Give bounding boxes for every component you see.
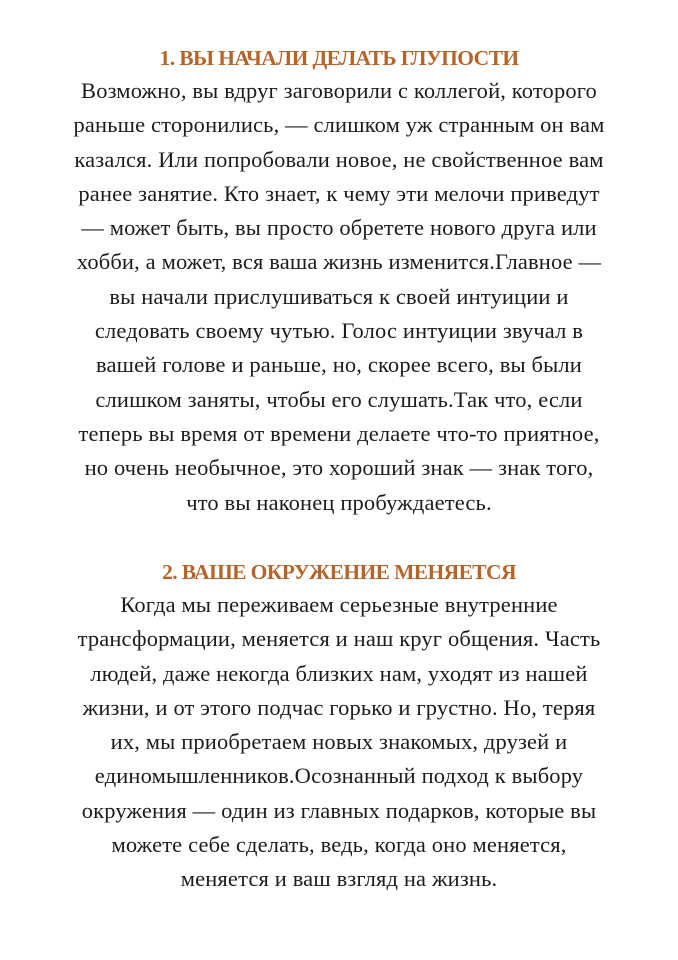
text-line: ранее занятие. Кто знает, к чему эти мелочи приведут	[78, 180, 600, 206]
text-line: следовать своему чутью. Голос интуиции звучал в	[94, 318, 584, 344]
section-2-body	[14, 588, 664, 897]
text-line: казался. Или попробовали новое, не свойственное вам	[74, 146, 604, 172]
section-2-heading: 2. ВАШЕ ОКРУЖЕНИЕ МЕНЯЕТСЯ	[162, 560, 516, 584]
text-line: меняется и ваш взгляд на жизнь.	[180, 866, 498, 892]
text-line: что вы наконец пробуждаетесь.	[186, 489, 492, 515]
text-line: Когда мы переживаем серьезные внутренние	[120, 592, 558, 617]
text-line: можете себе сделать, ведь, когда оно меняется,	[111, 832, 567, 858]
section-2	[14, 556, 664, 897]
text-line: их, мы приобретаем новых знакомых, друзей и	[110, 729, 568, 755]
text-line: вы начали прислушиваться к своей интуиции и	[109, 283, 569, 309]
text-line: окружения — один из главных подарков, которые вы	[81, 797, 597, 823]
section-1-heading: 1. ВЫ НАЧАЛИ ДЕЛАТЬ ГЛУПОСТИ	[159, 46, 519, 70]
text-line: единомышленников.Осознанный подход к выбору	[94, 763, 584, 789]
text-line: людей, даже некогда близких нам, уходят из нашей	[90, 660, 588, 686]
text-line: трансформации, меняется и наш круг общения. Часть	[77, 626, 601, 652]
text-line: но очень необычное, это хороший знак — знак того,	[84, 455, 594, 481]
section-1	[14, 42, 664, 520]
text-line: жизни, и от этого подчас горько и грустно. Но, теряя	[82, 694, 596, 720]
text-line: раньше сторонились, — слишком уж странным он вам	[73, 112, 605, 138]
text-line: Возможно, вы вдруг заговорили с коллегой, которого	[81, 78, 597, 103]
text-line: хобби, а может, вся ваша жизнь изменится.Главное —	[76, 249, 602, 275]
text-line: теперь вы время от времени делаете что-то приятное,	[78, 420, 600, 446]
text-line: — может быть, вы просто обретете нового друга или	[81, 215, 597, 241]
section-1-body	[14, 74, 664, 520]
text-line: слишком заняты, чтобы его слушать.Так что, если	[95, 386, 583, 412]
text-line: вашей голове и раньше, но, скорее всего, вы были	[96, 352, 582, 378]
